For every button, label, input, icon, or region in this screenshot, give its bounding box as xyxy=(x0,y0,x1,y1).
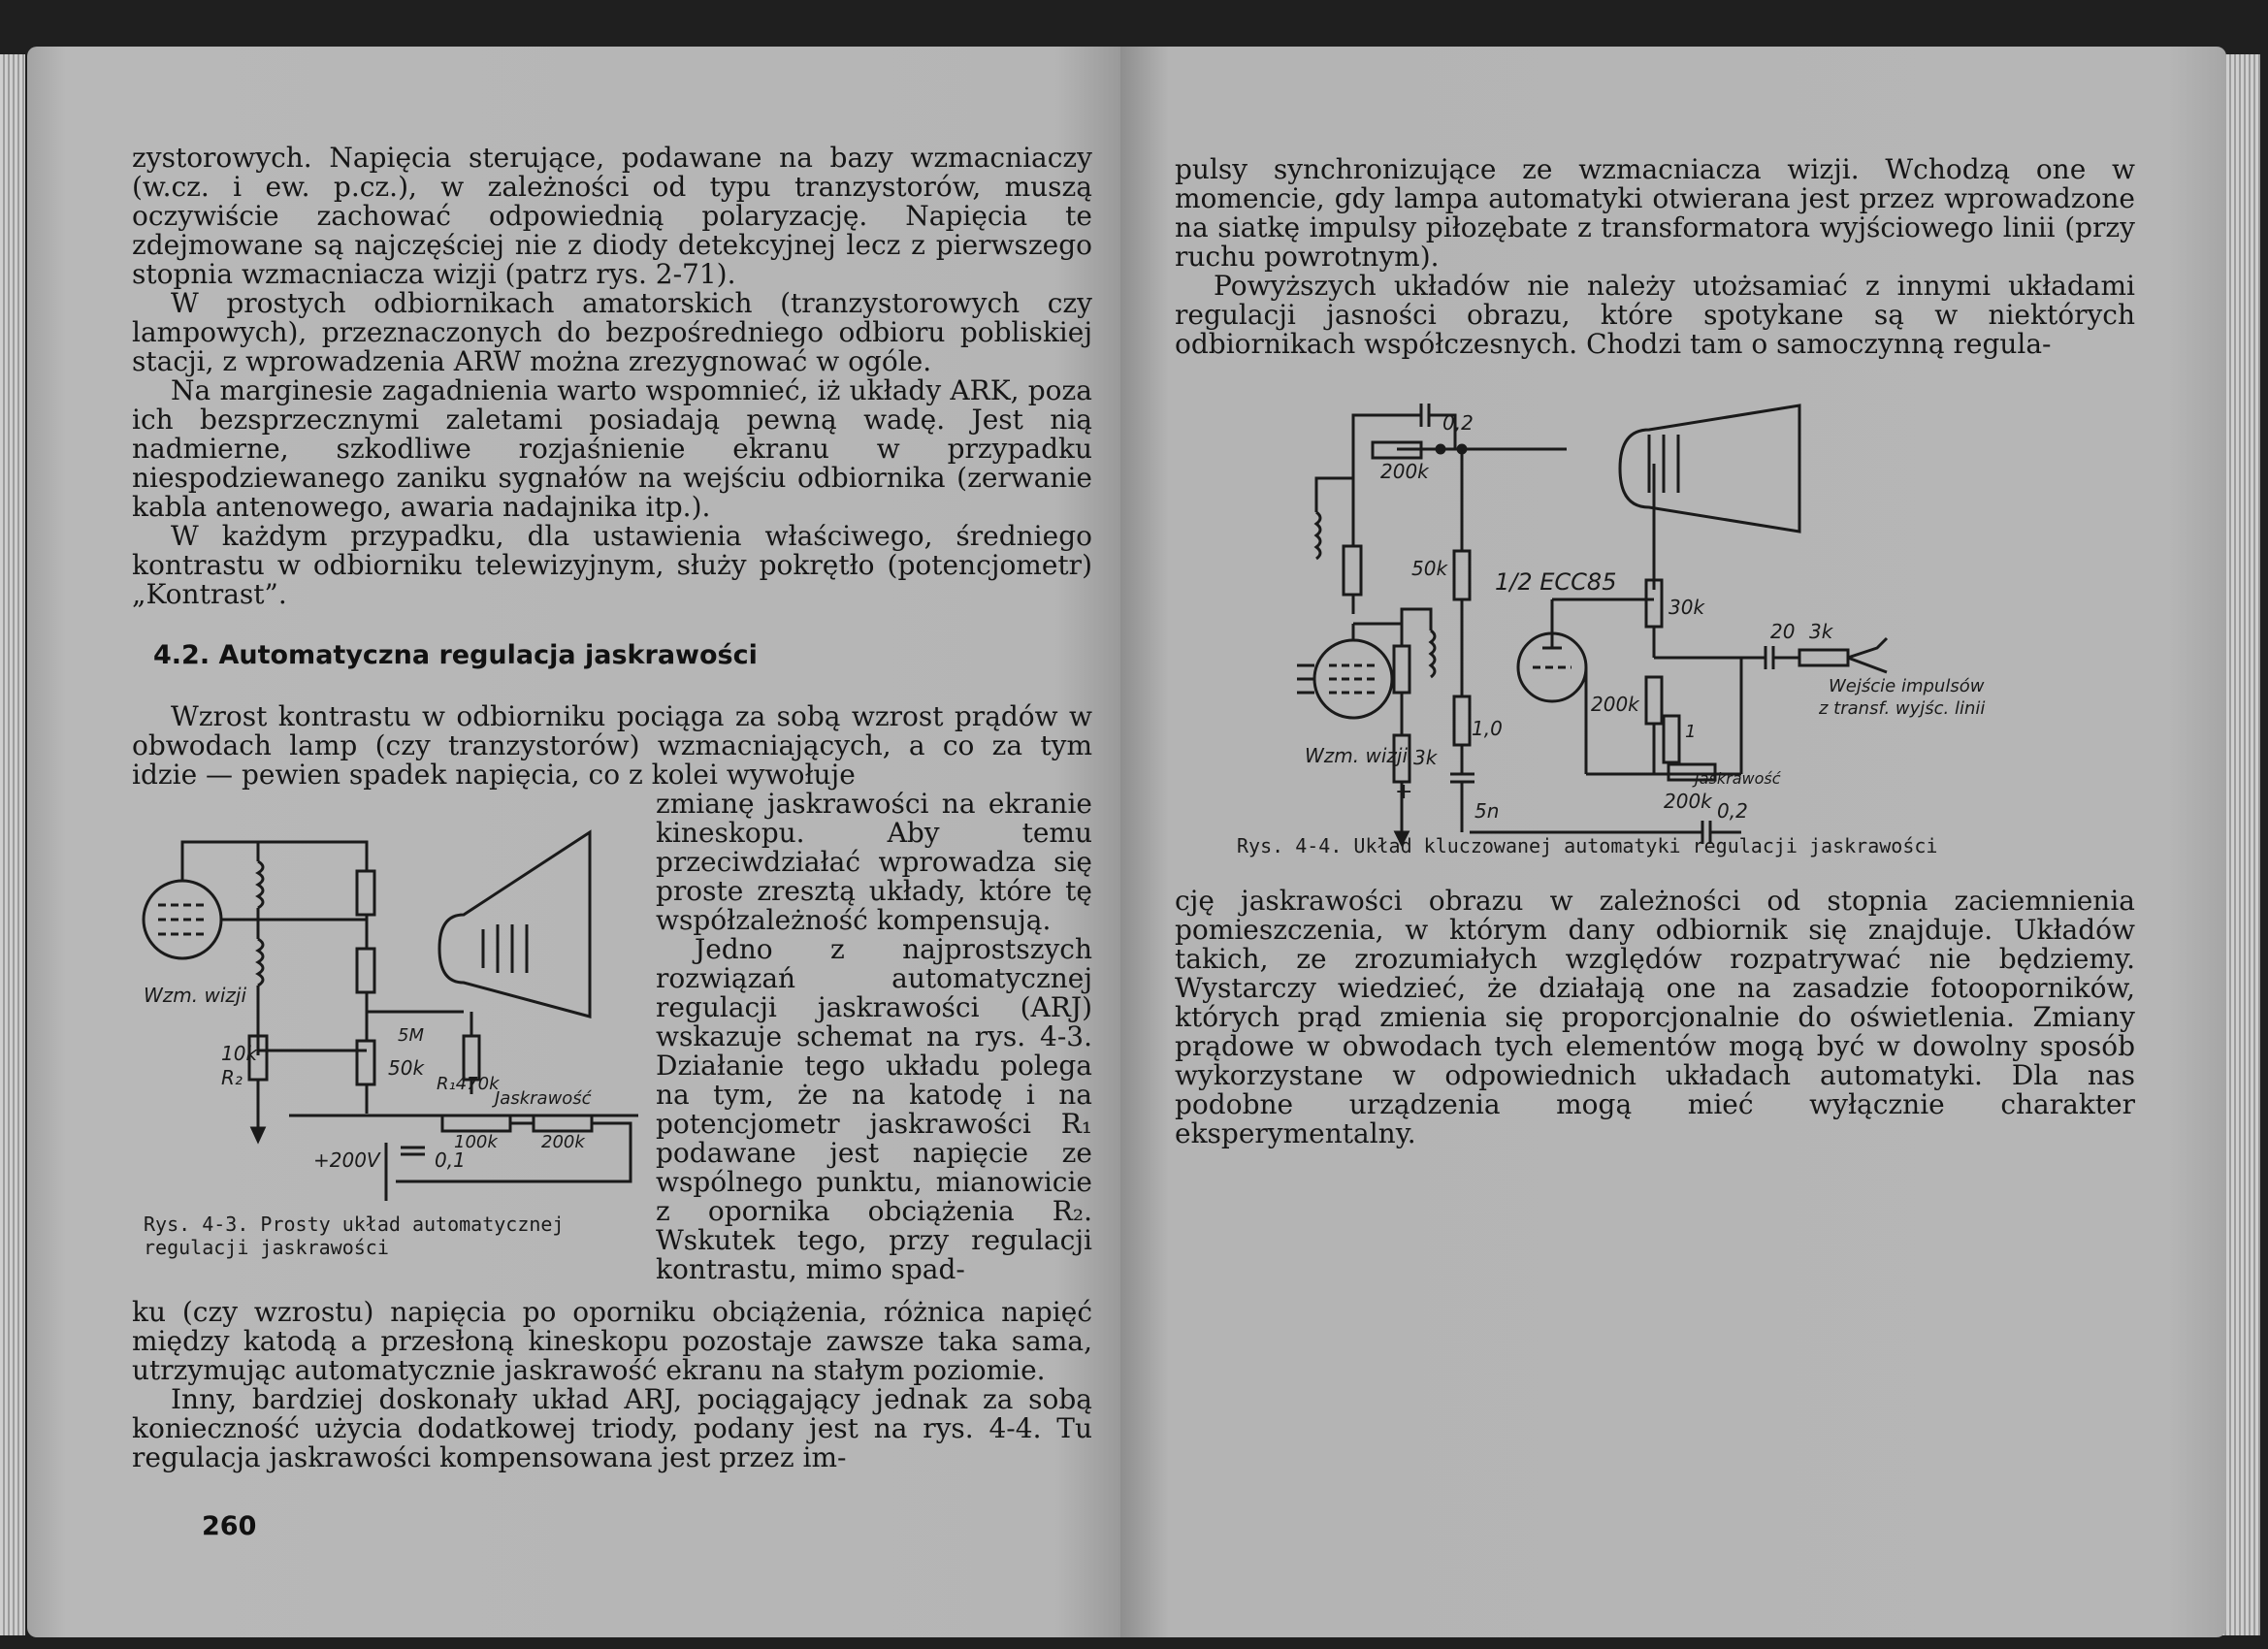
fig-label-20: 20 xyxy=(1770,620,1796,643)
fig-label-cap: 0,1 xyxy=(435,1148,466,1172)
right-page xyxy=(1120,47,2226,1637)
fig-label-input-2: z transf. wyjśc. linii xyxy=(1819,698,1986,719)
paragraph: Inny, bardziej doskonały układ ARJ, pociągający jednak za sobą konieczność użycia dodatkowej triody, podany jest na rys. 4-4. Tu regulacja jaskrawości kompensowana jest przez im- xyxy=(132,1383,1092,1473)
fig-label-02: 0,2 xyxy=(1717,799,1748,823)
right-text-bottom xyxy=(1175,887,2135,1148)
left-page-edges xyxy=(0,54,25,1635)
coil xyxy=(1316,512,1320,559)
resistor-200k xyxy=(534,1116,592,1131)
paragraph: pulsy synchronizujące ze wzmacniacza wizji. Wchodzą one w momencie, gdy lampa automatyki otwierana jest przez wprowadzone na siatkę impulsy piłozębate z transformatora wyjściowego linii (przy ruchu powrotnym). xyxy=(1175,153,2135,273)
resistor-50k xyxy=(1454,551,1470,599)
coil xyxy=(258,939,263,986)
fig-label-200k: 200k xyxy=(541,1132,585,1152)
crt-kinescope xyxy=(439,832,590,1017)
resistor-3k-input xyxy=(1799,650,1848,665)
resistor xyxy=(357,949,374,992)
fig-label-3k-low: 3k xyxy=(1413,746,1438,769)
paragraph: W prostych odbiornikach amatorskich (tranzystorowych czy lampowych), przeznaczonych do bezpośredniego odbioru pobliskiej stacji, z wprowadzenia ARW można zrezygnować w ogóle. xyxy=(132,287,1092,377)
pot-jaskrawosc xyxy=(1664,716,1679,762)
fig-label-r2: R₂ xyxy=(221,1066,243,1089)
right-page-edges xyxy=(2221,54,2260,1635)
paragraph: Jedno z najprostszych rozwiązań automatycznej regulacji jaskrawości (ARJ) wskazuje schemat na rys. 4-3. Działanie tego układu polega na tym, że na katodę i na potencjometr jaskrawości R₁ podawane jest napięcie ze wspólnego punktu, mianowicie z opornika obciążenia R₂. Wskutek tego, przy regulacji kontrastu, mimo spad- xyxy=(656,933,1092,1285)
fig-label-50k: 50k xyxy=(388,1056,425,1080)
fig-label-5n: 5n xyxy=(1474,799,1500,823)
left-text-column xyxy=(656,790,1092,1284)
figure-4-4-caption: Rys. 4-4. Układ kluczowanej automatyki regulacji jaskrawości xyxy=(1237,834,1938,857)
fig-label-r1: R₁470k xyxy=(437,1074,500,1094)
left-text-bottom xyxy=(132,1298,1092,1472)
paragraph: Na marginesie zagadnienia warto wspomnieć, iż układy ARK, poza ich bezsprzecznymi zaletami posiadają pewną wadę. Jest nią nadmierne, szkodliwe rozjaśnienie ekranu w przypadku niespodziewanego zaniku sygnałów na wejściu odbiornika (zerwanie kabla antenowego, awaria nadajnika itp.). xyxy=(132,374,1092,523)
video-amp-tube xyxy=(1314,640,1392,718)
resistor-1-0 xyxy=(1454,696,1470,745)
paragraph: Powyższych układów nie należy utożsamiać z innymi układami regulacji jasności obrazu, które spotykane są w niektórych odbiornikach współczesnych. Chodzi tam o samoczynną regula- xyxy=(1175,270,2135,360)
resistor xyxy=(357,871,374,915)
fig-label-30k: 30k xyxy=(1669,596,1705,619)
paragraph: zystorowych. Napięcia sterujące, podawane na bazy wzmacniaczy (w.cz. i ew. p.cz.), w zależności od typu tranzystorów, muszą oczywiście zachować odpowiednią polaryzację. Napięcia te zdejmowane są najczęściej nie z diody detekcyjnej lecz z pierwszego stopnia wzmacniacza wizji (patrz rys. 2-71). xyxy=(132,142,1092,290)
resistor-200k-mid xyxy=(1646,677,1662,724)
left-text-top xyxy=(132,144,1092,609)
fig-label-1: 1 xyxy=(1685,722,1697,742)
page-number: 260 xyxy=(202,1511,257,1541)
crt-kinescope xyxy=(1620,405,1799,532)
paragraph: ku (czy wzrostu) napięcia po oporniku obciążenia, różnica napięć między katodą a przesłoną kineskopu pozostaje zawsze taka sama, utrzymując automatycznie jaskrawość ekranu na stałym poziomie. xyxy=(132,1296,1092,1386)
coil xyxy=(258,861,263,908)
fig-label-3k: 3k xyxy=(1809,620,1833,643)
paragraph-intro: Wzrost kontrastu w odbiorniku pociąga za sobą wzrost prądów w obwodach lamp (czy tranzystorów) wzmacniających, a co za tym idzie — pewien spadek napięcia, co z kolei wywołuje xyxy=(132,700,1092,791)
fig-label-50k: 50k xyxy=(1411,557,1448,580)
fig-label-tube: Wzm. wizji xyxy=(144,984,246,1007)
fig-label-jaskrawosc: Jaskrawość xyxy=(495,1088,592,1109)
right-text-top xyxy=(1175,155,2135,359)
fig-label-cap-top: 0,2 xyxy=(1442,411,1474,435)
fig-label-jaskrawosc: Jaskrawość xyxy=(1695,769,1781,788)
resistor-50k xyxy=(357,1041,374,1084)
fig-label-200v: +200V xyxy=(313,1148,380,1172)
fig-label-plus: + xyxy=(1395,780,1413,804)
fig-label-5m: 5M xyxy=(398,1025,424,1046)
fig-label-input: Wejście impulsów xyxy=(1829,676,1985,696)
figure-4-3-schematic xyxy=(134,813,638,1201)
coil xyxy=(1431,630,1435,677)
resistor xyxy=(1394,646,1409,693)
fig-label-r2-value: 10k xyxy=(221,1042,258,1065)
fig-label-100k: 100k xyxy=(454,1132,498,1152)
fig-label-vid-amp: Wzm. wizji xyxy=(1305,744,1408,767)
potentiometer-100k xyxy=(442,1116,510,1131)
figure-4-4-schematic xyxy=(1256,376,1993,823)
fig-label-200k-mid: 200k xyxy=(1591,693,1639,716)
fig-label-200k-top: 200k xyxy=(1380,460,1429,483)
resistor xyxy=(1344,546,1361,595)
vacuum-tube-symbol xyxy=(144,881,221,958)
paragraph: W każdym przypadku, dla ustawienia właściwego, średniego kontrastu w odbiorniku telewizyjnym, służy pokrętło (potencjometr) „Kontrast”. xyxy=(132,520,1092,610)
section-heading: 4.2. Automatyczna regulacja jaskrawości xyxy=(153,640,758,670)
fig-label-200k-low: 200k xyxy=(1664,790,1712,813)
figure-4-3-caption: Rys. 4-3. Prosty układ automatycznej regulacji jaskrawości xyxy=(144,1212,565,1259)
fig-label-ecc85: 1/2 ECC85 xyxy=(1495,568,1617,596)
paragraph: zmianę jaskrawości na ekranie kineskopu. Aby temu przeciwdziałać wprowadza się proste zresztą układy, które tę współzależność kompensują. xyxy=(656,788,1092,936)
paragraph: cję jaskrawości obrazu w zależności od stopnia zaciemnienia pomieszczenia, w którym dany odbiornik się znajduje. Układów takich, ze zrozumiałych względów rozpatrywać nie będziemy. Wystarczy wiedzieć, że działają one na zasadzie fotooporników, których prąd zmienia się proporcjonalnie do oświetlenia. Zmiany prądowe w obwodach tych elementów mogą być w dowolny sposób wykorzystane w odpowiednich układach automatyki. Dla nas podobne urządzenia mogą mieć wyłącznie charakter eksperymentalny. xyxy=(1175,885,2135,1149)
left-page xyxy=(27,47,1120,1637)
fig-label-1-0: 1,0 xyxy=(1472,717,1503,740)
